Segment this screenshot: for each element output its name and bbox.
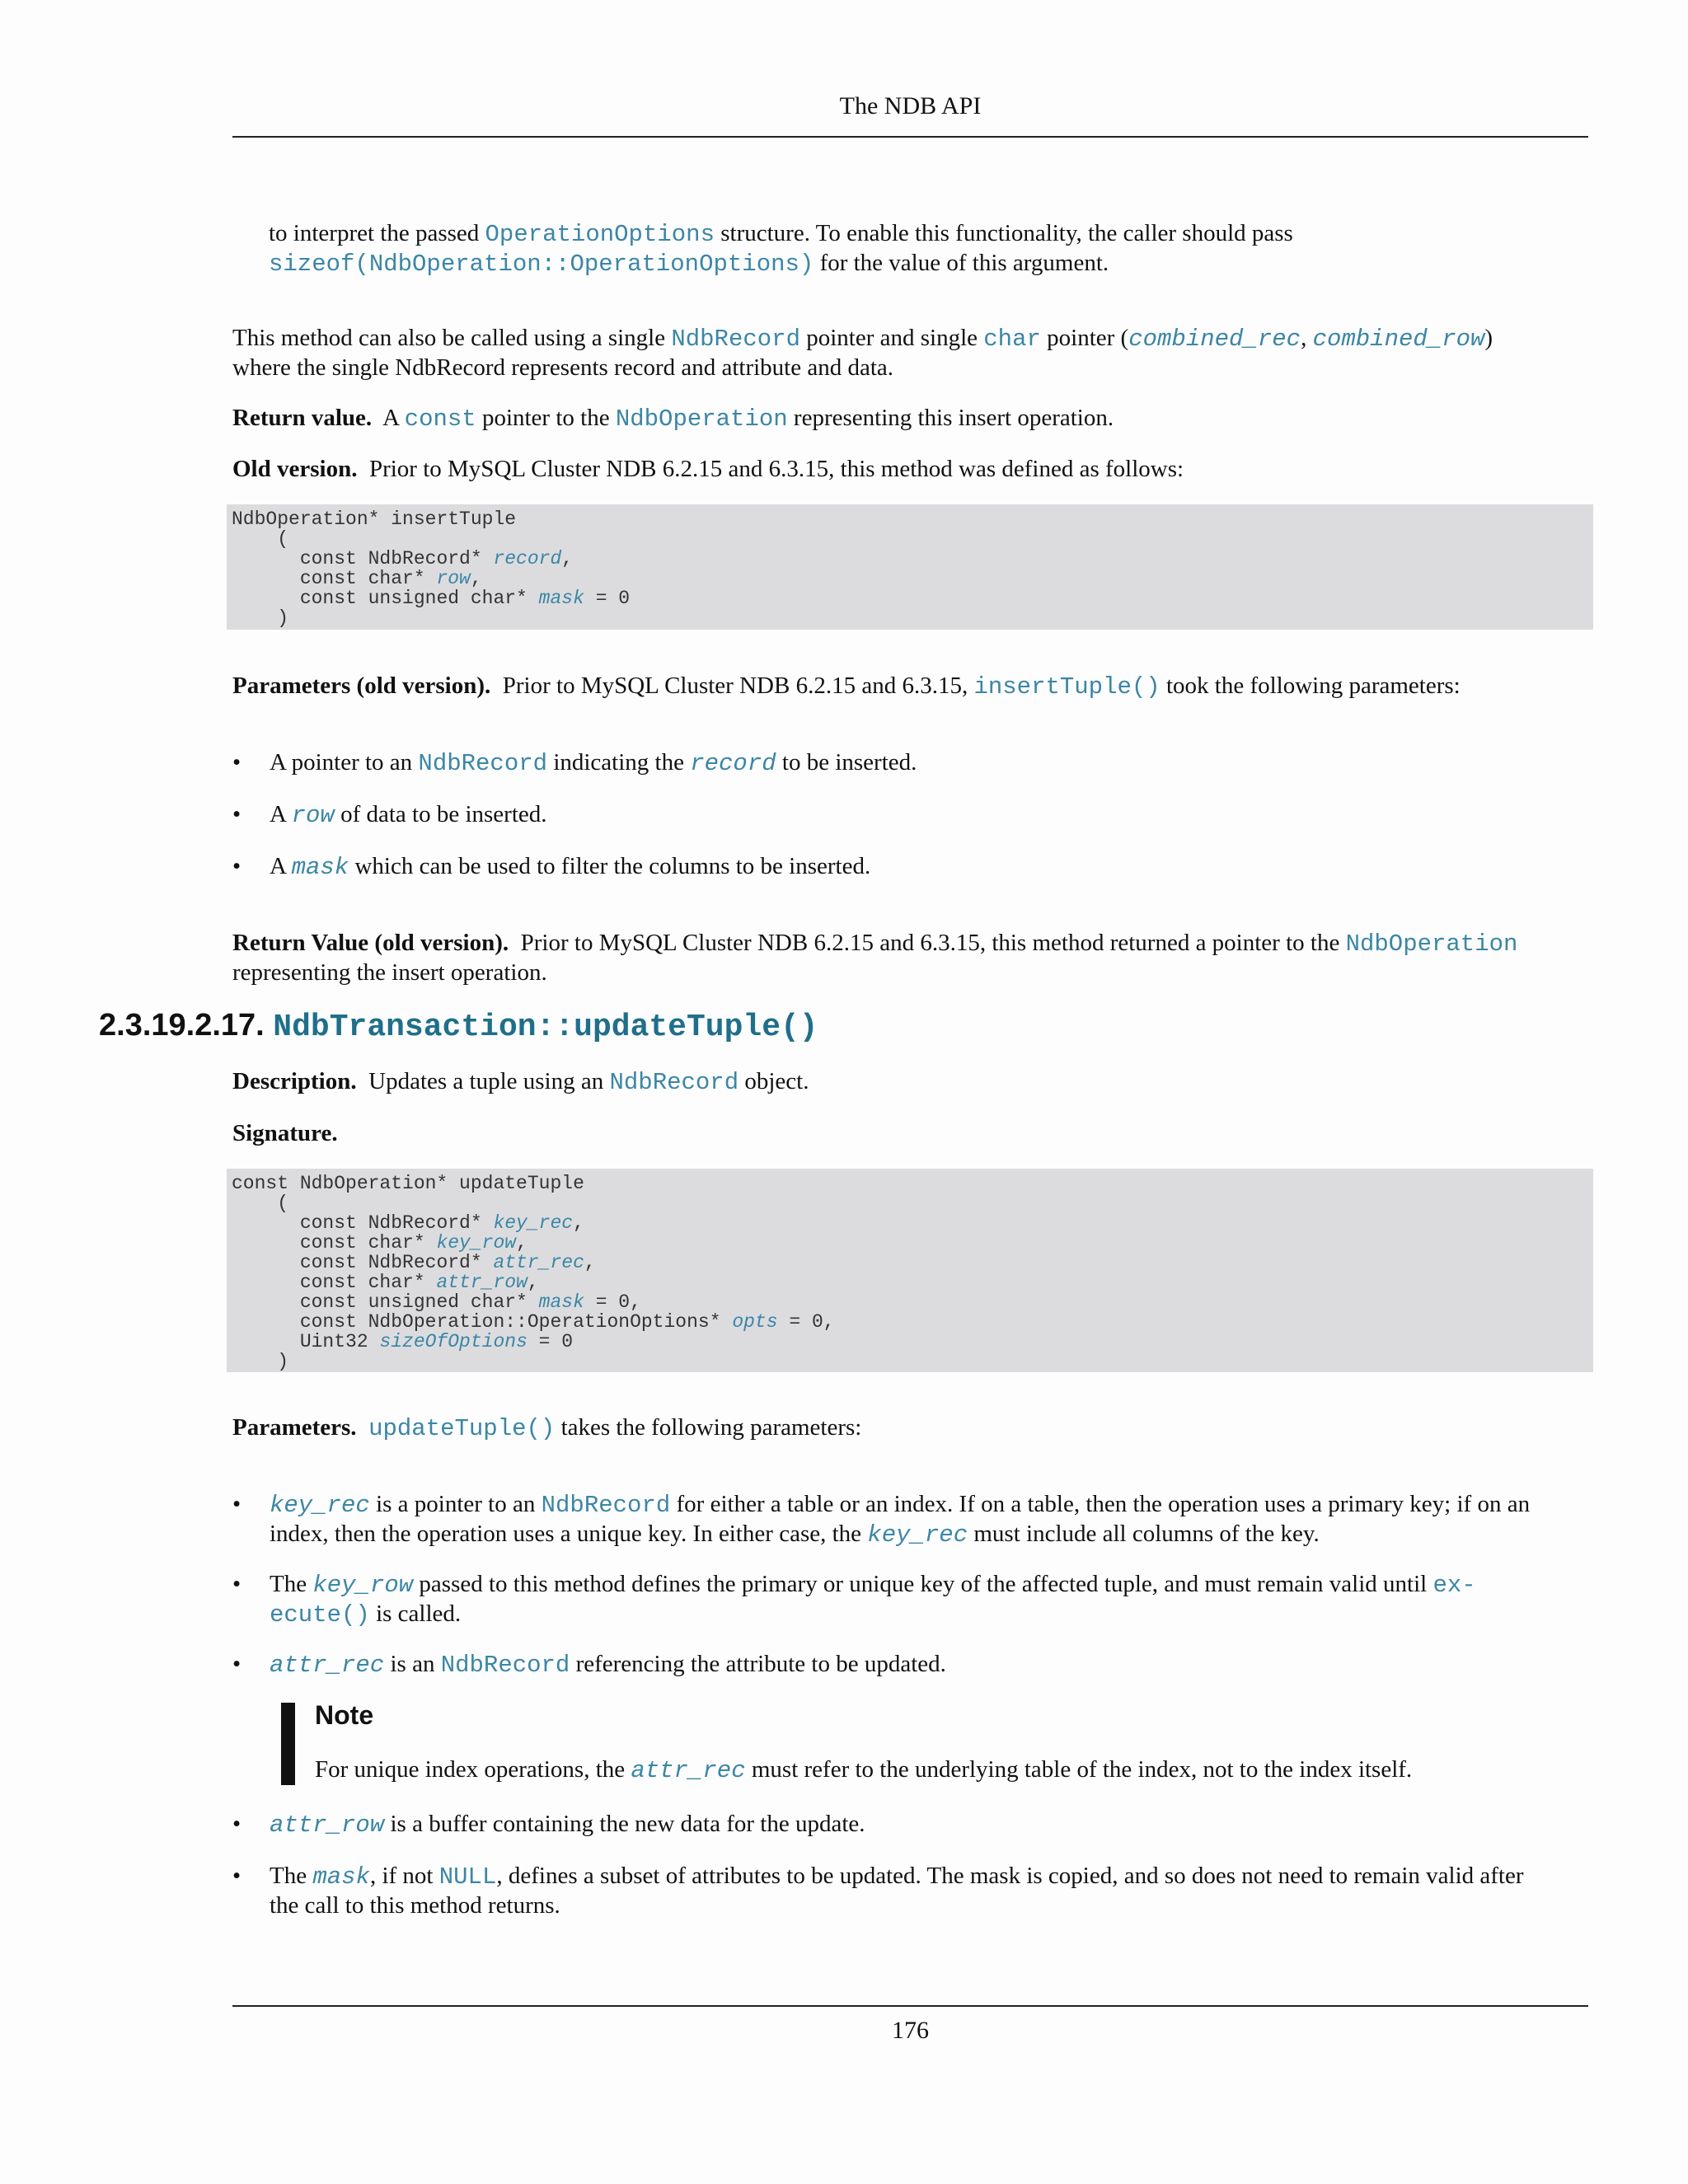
code-line: const NdbOperation* updateTuple xyxy=(232,1173,584,1194)
text: must include all columns of the key. xyxy=(968,1521,1320,1547)
text: A xyxy=(270,801,292,827)
code-line: const NdbRecord* xyxy=(232,1212,494,1234)
text: object. xyxy=(738,1068,809,1094)
code-line: , xyxy=(516,1232,528,1254)
code-line: const NdbOperation::OperationOptions* xyxy=(232,1311,733,1333)
text: of data to be inserted. xyxy=(334,801,547,827)
code-ndbrecord: NdbRecord xyxy=(418,750,548,777)
text: is called. xyxy=(369,1601,462,1627)
text: , defines a subset of attributes to be updated. The mask is copied, and so does not need to remain valid after xyxy=(496,1863,1524,1889)
code-ndboperation: NdbOperation xyxy=(1345,930,1518,958)
param-attr-rec: attr_rec xyxy=(631,1757,746,1784)
signature-code-block xyxy=(227,1169,1593,1372)
param-combined-rec: combined_rec xyxy=(1128,326,1301,353)
label: Parameters (old version). xyxy=(232,673,491,699)
bullet-icon: • xyxy=(232,1863,241,1889)
text: the call to this method returns. xyxy=(270,1892,560,1919)
code-line: Uint32 xyxy=(232,1331,380,1352)
param-row: row xyxy=(436,568,471,589)
code-operation-options: OperationOptions xyxy=(485,221,715,248)
text: took the following parameters: xyxy=(1160,673,1461,699)
param-attr-rec: attr_rec xyxy=(493,1252,584,1273)
param-record: record xyxy=(690,750,776,777)
note-body xyxy=(315,1755,1584,1785)
param-record: record xyxy=(493,548,562,569)
section-title: NdbTransaction::updateTuple() xyxy=(273,1010,818,1045)
code-ndboperation: NdbOperation xyxy=(615,405,788,433)
bullet-icon: • xyxy=(232,749,241,776)
code-line: ( xyxy=(232,528,289,550)
code-line: = 0, xyxy=(777,1311,835,1333)
param-key-rec: key_rec xyxy=(270,1492,370,1519)
section-heading xyxy=(99,1007,818,1046)
param-attr-row: attr_row xyxy=(270,1811,385,1839)
intro-paragraph xyxy=(269,219,1587,279)
header-rule xyxy=(232,136,1588,138)
text: For unique index operations, the xyxy=(315,1756,631,1783)
param-mask: mask xyxy=(291,854,349,881)
text: The xyxy=(270,1571,313,1597)
parameters-paragraph xyxy=(232,1413,1588,1443)
text: is a pointer to an xyxy=(369,1491,542,1517)
text: is an xyxy=(384,1651,441,1677)
return-value-paragraph xyxy=(232,404,1588,434)
code-execute: ex- xyxy=(1432,1572,1476,1599)
code-line: , xyxy=(527,1272,539,1293)
code-const: const xyxy=(404,405,476,433)
param-mask: mask xyxy=(538,588,584,609)
text: indicating the xyxy=(547,749,691,776)
single-call-paragraph xyxy=(232,324,1588,382)
label: Signature. xyxy=(232,1120,338,1146)
text: A xyxy=(372,405,405,431)
code-line: , xyxy=(573,1212,584,1234)
code-line: const char* xyxy=(232,1232,437,1254)
text: must refer to the underlying table of the index, not to the index itself. xyxy=(745,1756,1413,1783)
label: Description. xyxy=(232,1068,357,1094)
text: A pointer to an xyxy=(270,749,419,776)
param-mask: mask xyxy=(538,1291,584,1313)
params-old-paragraph xyxy=(232,672,1588,701)
text: Prior to MySQL Cluster NDB 6.2.15 and 6.3.15, this method returned a pointer to the xyxy=(509,930,1346,956)
code-line: , xyxy=(584,1252,596,1273)
text: index, then the operation uses a unique key. In either case, the xyxy=(270,1521,868,1547)
text: ) xyxy=(1484,325,1493,351)
code-ndbrecord: NdbRecord xyxy=(440,1652,570,1679)
code-char: char xyxy=(983,326,1041,353)
code-line: NdbOperation* insertTuple xyxy=(232,509,517,530)
text: referencing the attribute to be updated. xyxy=(570,1651,946,1677)
text: Updates a tuple using an xyxy=(356,1068,610,1094)
code-line: , xyxy=(561,548,574,569)
code-line: = 0 xyxy=(584,588,631,609)
note-title: Note xyxy=(315,1700,374,1730)
section-number: 2.3.19.2.17. xyxy=(99,1008,274,1043)
code-update-tuple: updateTuple() xyxy=(368,1415,556,1442)
text: representing the insert operation. xyxy=(232,959,547,986)
text: pointer ( xyxy=(1040,325,1129,351)
param-mask: mask xyxy=(312,1863,370,1891)
text: Prior to MySQL Cluster NDB 6.2.15 and 6.3.15, xyxy=(490,673,974,699)
signature-label xyxy=(232,1119,1588,1147)
code-execute: ecute() xyxy=(270,1601,370,1629)
text: , if not xyxy=(369,1863,439,1889)
label: Return value. xyxy=(232,405,373,431)
note-box xyxy=(278,1699,1588,1788)
code-ndbrecord: NdbRecord xyxy=(541,1492,671,1519)
param-size-of-options: sizeOfOptions xyxy=(379,1331,528,1352)
old-code-block xyxy=(227,504,1593,630)
text: , xyxy=(1301,325,1313,351)
code-line: const NdbRecord* xyxy=(232,1252,494,1273)
text: pointer and single xyxy=(799,325,984,351)
param-combined-row: combined_row xyxy=(1312,326,1485,353)
code-line: const char* xyxy=(232,568,437,589)
text: The xyxy=(270,1863,313,1889)
code-line: , xyxy=(470,568,482,589)
label: Return Value (old version). xyxy=(232,930,509,956)
param-key-row: key_row xyxy=(436,1232,517,1254)
param-attr-row: attr_row xyxy=(436,1272,528,1293)
text: to be inserted. xyxy=(776,749,917,776)
text: which can be used to filter the columns to be inserted. xyxy=(349,853,871,879)
label: Parameters. xyxy=(232,1414,357,1441)
text: A xyxy=(270,853,292,879)
code-ndbrecord: NdbRecord xyxy=(671,326,800,353)
bullet-icon: • xyxy=(232,1651,241,1677)
bullet-icon: • xyxy=(232,853,241,879)
page-number: 176 xyxy=(892,2017,929,2044)
param-opts: opts xyxy=(732,1311,778,1333)
code-insert-tuple: insertTuple() xyxy=(973,673,1160,701)
code-line: = 0, xyxy=(584,1291,641,1313)
param-attr-rec: attr_rec xyxy=(270,1652,385,1679)
text: structure. To enable this functionality, the caller should pass xyxy=(714,220,1293,246)
code-null: NULL xyxy=(438,1863,497,1891)
code-line: ) xyxy=(232,607,289,629)
text: representing this insert operation. xyxy=(787,405,1114,431)
code-line: const unsigned char* xyxy=(232,1291,539,1313)
text: Prior to MySQL Cluster NDB 6.2.15 and 6.3.15, this method was defined as follows: xyxy=(357,456,1184,482)
page-header: The NDB API xyxy=(839,92,982,120)
old-version-paragraph xyxy=(232,455,1588,483)
text: pointer to the xyxy=(476,405,616,431)
code-line: const NdbRecord* xyxy=(232,548,494,569)
bullet-icon: • xyxy=(232,1571,241,1597)
bullet-icon: • xyxy=(232,801,241,827)
description-paragraph xyxy=(232,1067,1588,1097)
code-ndbrecord: NdbRecord xyxy=(609,1069,739,1096)
param-key-rec: key_rec xyxy=(867,1521,968,1549)
code-line: const char* xyxy=(232,1272,437,1293)
label: Old version. xyxy=(232,456,358,482)
note-bar xyxy=(281,1703,295,1785)
param-key-rec: key_rec xyxy=(493,1212,574,1234)
param-key-row: key_row xyxy=(312,1572,414,1599)
footer-rule xyxy=(232,2005,1588,2007)
code-line: = 0 xyxy=(527,1331,574,1352)
text: for the value of this argument. xyxy=(814,250,1109,276)
bullet-icon: • xyxy=(232,1491,241,1517)
param-row: row xyxy=(291,802,335,829)
text: This method can also be called using a single xyxy=(232,325,672,351)
text: passed to this method defines the primary or unique key of the affected tuple, and must remain valid until xyxy=(413,1571,1433,1597)
text: for either a table or an index. If on a table, then the operation uses a primary key; if on an xyxy=(670,1491,1531,1517)
code-line: ( xyxy=(232,1193,289,1214)
text: takes the following parameters: xyxy=(555,1414,862,1441)
return-old-paragraph xyxy=(232,929,1588,987)
bullet-icon: • xyxy=(232,1811,241,1837)
text: is a buffer containing the new data for the update. xyxy=(384,1811,865,1837)
text: where the single NdbRecord represents record and attribute and data. xyxy=(232,354,894,381)
code-line: const unsigned char* xyxy=(232,588,539,609)
code-sizeof: sizeof(NdbOperation::OperationOptions) xyxy=(269,251,814,278)
code-line: ) xyxy=(232,1351,289,1372)
text: to interpret the passed xyxy=(269,220,485,246)
